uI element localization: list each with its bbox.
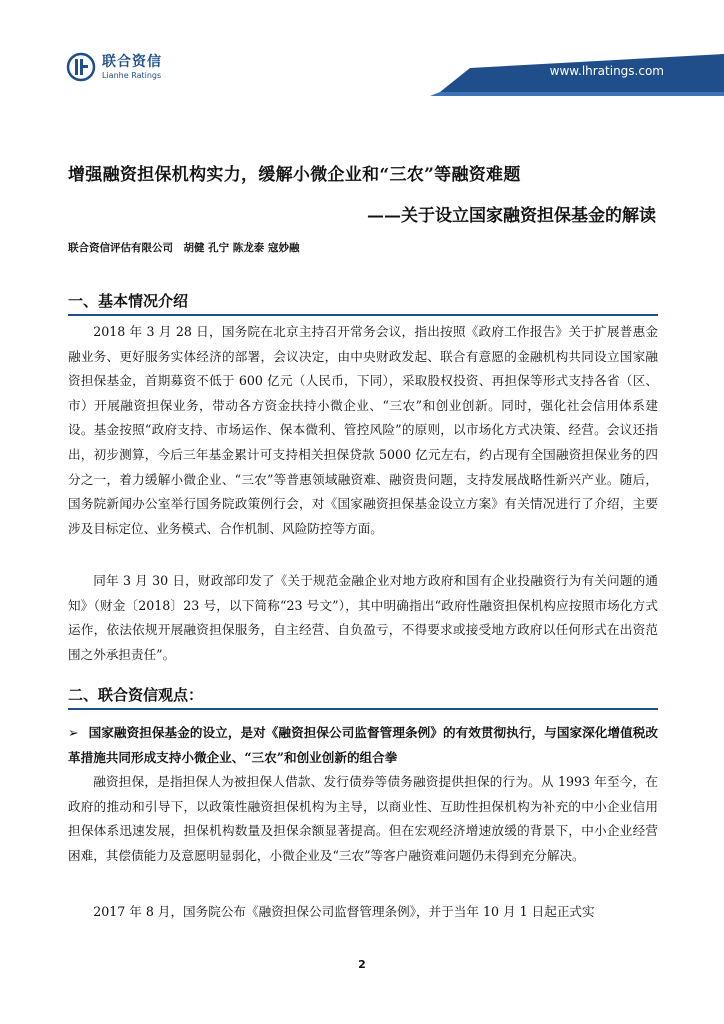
company-logo — [66, 50, 162, 84]
section-2-body — [68, 770, 658, 868]
key-point-text: 国家融资担保基金的设立，是对《融资担保公司监督管理条例》的有效贯彻执行，与国家深化增值税改革措施共同形成支持小微企业、“三农”和创业创新的组合拳 — [68, 725, 658, 765]
section-1-heading: 一、基本情况介绍 — [68, 292, 189, 310]
page-number: 2 — [358, 958, 366, 971]
authors-line: 联合资信评估有限公司 胡健 孔宁 陈龙泰 寇妙融 — [68, 242, 300, 254]
paragraph: 融资担保，是指担保人为被担保人借款、发行债券等债务融资提供担保的行为。从 1993 年至今，在政府的推动和引导下，以政策性融资担保机构为主导，以商业性、互助性担保机构为补充的中小企业信用担保体系迅速发展，担保机构数量及担保余额显著提高。但在宏观经济增速放缓的背景下，中小企业经营困难，其偿债能力及意愿明显弱化，小微企业及“三农”等客户融资难问题仍未得到充分解决。 — [68, 774, 658, 863]
section-2-divider — [68, 708, 658, 710]
paragraph: 同年 3 月 30 日，财政部印发了《关于规范金融企业对地方政府和国有企业投融资行为有关问题的通知》（财金〔2018〕23 号，以下简称“23 号文”），其中明确指出“政府性融资担保机构应按照市场化方式运作，依法依规开展融资担保服务，自主经营、自负盈亏，不得要求或接受地方政府以任何形式在出资范围之外承担责任”。 — [68, 573, 658, 662]
logo-mark-icon — [66, 52, 96, 82]
section-1-divider — [68, 314, 658, 316]
section-2-heading: 二、联合资信观点： — [68, 686, 204, 704]
document-subtitle: ——关于设立国家融资担保基金的解读 — [367, 206, 656, 226]
logo-cn-text: 联合资信 — [102, 53, 162, 70]
document-title: 增强融资担保机构实力，缓解小微企业和“三农”等融资难题 — [68, 165, 521, 185]
page-header — [0, 0, 724, 100]
logo-en-text: Lianhe Ratings — [102, 70, 162, 80]
key-point — [68, 720, 658, 770]
section-2-body-2 — [68, 900, 658, 925]
paragraph: 2018 年 3 月 28 日，国务院在北京主持召开常务会议，指出按照《政府工作报告》关于扩展普惠金融业务、更好服务实体经济的部署，会议决定，由中央财政发起、联合有意愿的金融机构共同设立国家融资担保基金，首期募资不低于 600 亿元（人民币，下同），采取股权投资、再担保等形式支持各省（区、市）开展融资担保业务，带动各方资金扶持小微企业、“三农”和创业创新。同时，强化社会信用体系建设。基金按照“政府支持、市场运作、保本微利、管控风险”的原则，以市场化方式决策、经营。会议还指出，初步测算，今后三年基金累计可支持相关担保贷款 5000 亿元左右，约占现有全国融资担保业务的四分之一，着力缓解小微企业、“三农”等普惠领域融资难、融资贵问题，支持发展战略性新兴产业。随后，国务院新闻办公室举行国务院政策例行会，对《国家融资担保基金设立方案》有关情况进行了介绍，主要涉及目标定位、业务模式、合作机制、风险防控等方面。 — [68, 324, 658, 536]
website-link[interactable]: www.lhratings.com — [549, 64, 664, 78]
paragraph: 2017 年 8 月，国务院公布《融资担保公司监督管理条例》，并于当年 10 月 1 日起正式实 — [93, 904, 595, 919]
section-1-body-2 — [68, 569, 658, 667]
arrow-bullet-icon: ➢ — [68, 725, 79, 740]
section-1-body — [68, 320, 658, 541]
